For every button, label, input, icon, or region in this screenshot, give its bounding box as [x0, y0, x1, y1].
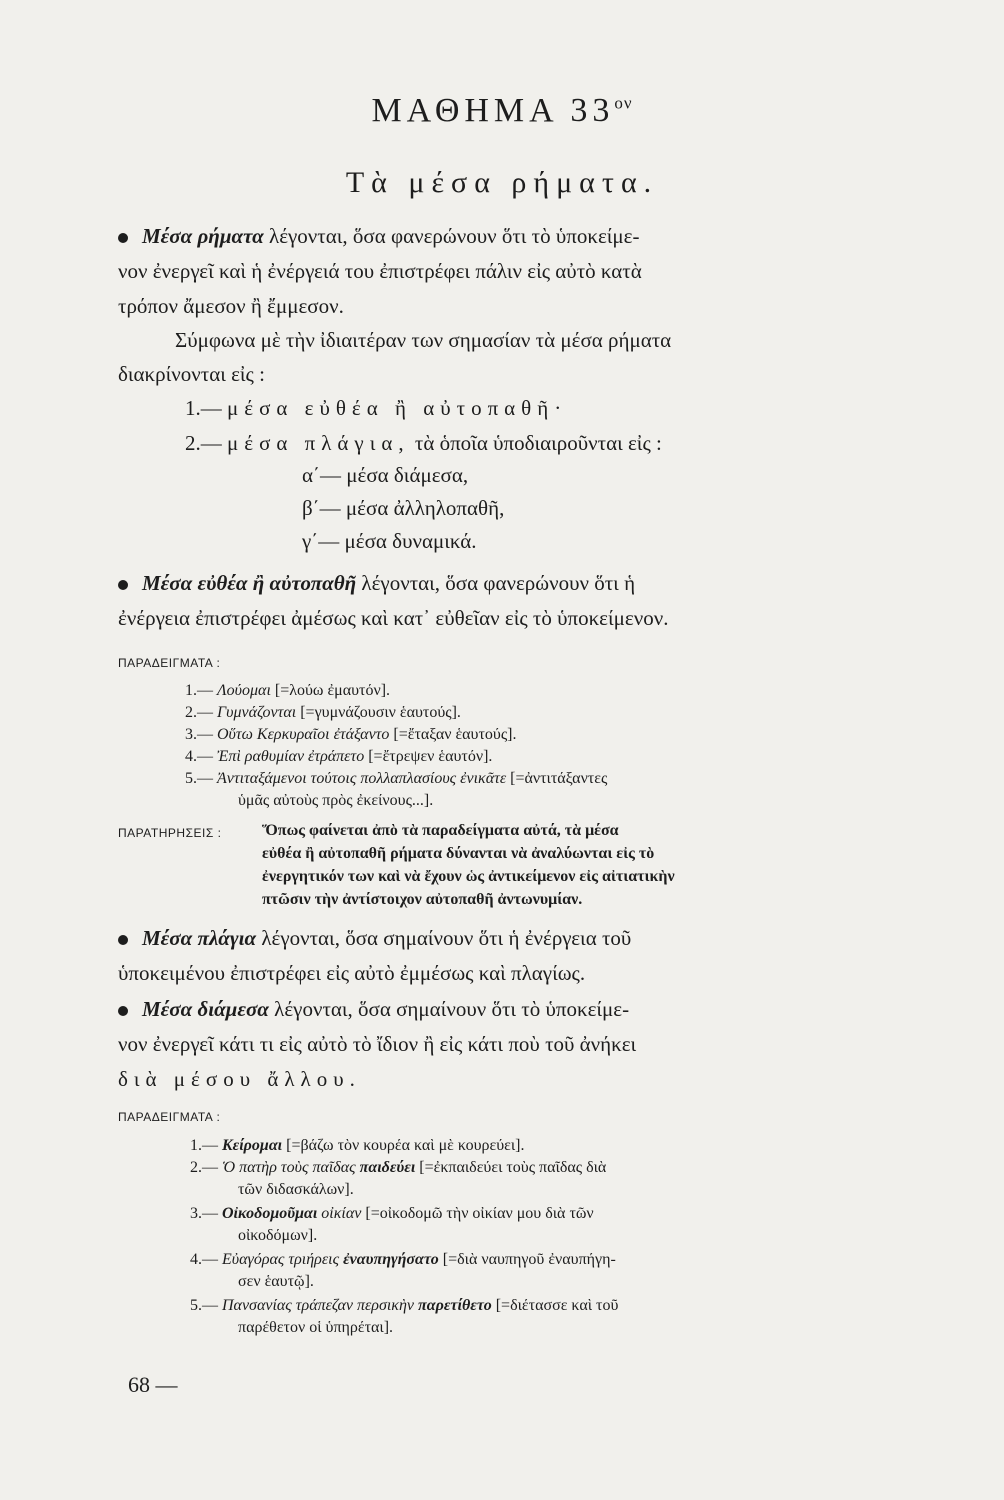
example-item-cont: τῶν διδασκάλων].	[238, 1181, 354, 1198]
examples-label: ΠΑΡΑΔΕΙΓΜΑΤΑ :	[118, 656, 221, 670]
division-2: 2.— μέσα πλάγια, τὰ ὁποῖα ὑποδιαιροῦνται εἰς :	[185, 431, 662, 455]
example-item: 1.— Λούομαι [=λούω ἐμαυτόν].	[185, 682, 391, 699]
example-item-cont: παρέθετον οἱ ὑπηρέται].	[238, 1319, 394, 1336]
p4-line1: Μέσα πλάγια λέγονται, ὅσα σημαίνουν ὅτι ἡ ἐνέργεια τοῦ	[118, 925, 631, 951]
example-item: 3.— Οὕτω Κερκυραῖοι ἐτάξαντο [=ἔταξαν ἑαυτούς].	[185, 726, 517, 743]
remarks-label: ΠΑΡΑΤΗΡΗΣΕΙΣ :	[118, 826, 222, 840]
example-item: 5.— Ἀντιταξάμενοι τούτοις πολλαπλασίους ἐνικᾶτε [=ἀντιτάξαντες	[185, 770, 608, 787]
remarks-line4: πτῶσιν τὴν ἀντίστοιχον αὐτοπαθῆ ἀντωνυμίαν.	[262, 891, 583, 908]
p1-line3: τρόπον ἄμεσον ἢ ἔμμεσον.	[118, 294, 344, 318]
p5-line3: διὰ μέσου ἄλλου.	[118, 1067, 361, 1091]
p1-line2: νον ἐνεργεῖ καὶ ἡ ἐνέργειά του ἐπιστρέφει πάλιν εἰς αὐτὸ κατὰ	[118, 259, 642, 283]
p5-line1: Μέσα διάμεσα λέγονται, ὅσα σημαίνουν ὅτι τὸ ὑποκείμε-	[118, 996, 629, 1022]
example-item: 2.— Γυμνάζονται [=γυμνάζουσιν ἑαυτούς].	[185, 704, 461, 721]
p4-line2: ὑποκειμένου ἐπιστρέφει εἰς αὐτὸ ἐμμέσως καὶ πλαγίως.	[118, 961, 586, 985]
subdivision-a: α΄— μέσα διάμεσα,	[302, 463, 469, 487]
example-item-cont: οἰκοδόμων].	[238, 1227, 318, 1244]
remarks-line3: ἐνεργητικόν των καὶ νὰ ἔχουν ὡς ἀντικείμενον εἰς αἰτιατικὴν	[262, 868, 675, 885]
example-item: 4.— Ἐπὶ ραθυμίαν ἐτράπετο [=ἔτρεψεν ἑαυτόν].	[185, 748, 493, 765]
p5-line2: νον ἐνεργεῖ κάτι τι εἰς αὐτὸ τὸ ἴδιον ἢ εἰς κάτι ποὺ τοῦ ἀνήκει	[118, 1032, 637, 1056]
lesson-title: ΜΑΘΗΜΑ $33^{o\nu}$	[371, 92, 633, 129]
subdivision-b: β΄— μέσα ἀλληλοπαθῆ,	[302, 496, 505, 520]
example-item-cont: σεν ἑαυτῷ].	[238, 1273, 314, 1290]
p3-line2: ἐνέργεια ἐπιστρέφει ἀμέσως καὶ κατ᾿ εὐθεῖαν εἰς τὸ ὑποκείμενον.	[118, 606, 669, 630]
title-superscript: ον	[614, 93, 633, 113]
remarks-line2: εὐθέα ἢ αὐτοπαθῆ ρήματα δύνανται νὰ ἀναλύωνται εἰς τὸ	[262, 845, 655, 862]
bullet-icon	[118, 1006, 128, 1016]
bullet-icon	[118, 233, 128, 243]
p1-line1: Μέσα ρήματα λέγονται, ὅσα φανερώνουν ὅτι τὸ ὑποκείμε-	[118, 223, 639, 249]
example-item: 1.— Κείρομαι [=βάζω τὸν κουρέα καὶ μὲ κουρεύει].	[190, 1137, 525, 1154]
subdivision-c: γ΄— μέσα δυναμικά.	[302, 529, 477, 553]
bullet-icon	[118, 580, 128, 590]
example-item: 2.— Ὁ πατὴρ τοὺς παῖδας παιδεύει [=ἐκπαιδεύει τοὺς παῖδας διὰ	[190, 1159, 607, 1176]
bullet-icon	[118, 935, 128, 945]
example-item: 4.— Εὐαγόρας τριήρεις ἐναυπηγήσατο [=διὰ ναυπηγοῦ ἐναυπήγη-	[190, 1251, 616, 1268]
remarks-line1: Ὅπως φαίνεται ἀπὸ τὰ παραδείγματα αὐτά, τὰ μέσα	[262, 822, 619, 839]
p2-line1: Σύμφωνα μὲ τὴν ἰδιαιτέραν των σημασίαν τὰ μέσα ρήματα	[175, 328, 672, 352]
example-item: 3.— Οἰκοδομοῦμαι οἰκίαν [=οἰκοδομῶ τὴν οἰκίαν μου διὰ τῶν	[190, 1205, 594, 1222]
lesson-subtitle: Τὰ μέσα ρήματα.	[345, 166, 659, 199]
example-item-cont: ὑμᾶς αὐτοὺς πρὸς ἐκείνους...].	[238, 792, 434, 809]
p2-line2: διακρίνονται εἰς :	[118, 362, 265, 386]
division-1: 1.— μέσα εὐθέα ἢ αὐτοπαθῆ·	[185, 396, 568, 420]
example-item: 5.— Πανσανίας τράπεζαν περσικὴν παρετίθετο [=διέτασσε καὶ τοῦ	[190, 1297, 619, 1314]
examples-label: ΠΑΡΑΔΕΙΓΜΑΤΑ :	[118, 1110, 221, 1124]
page-number: 68 —	[128, 1372, 178, 1397]
p3-line1: Μέσα εὐθέα ἢ αὐτοπαθῆ λέγονται, ὅσα φανερώνουν ὅτι ἡ	[118, 570, 635, 596]
